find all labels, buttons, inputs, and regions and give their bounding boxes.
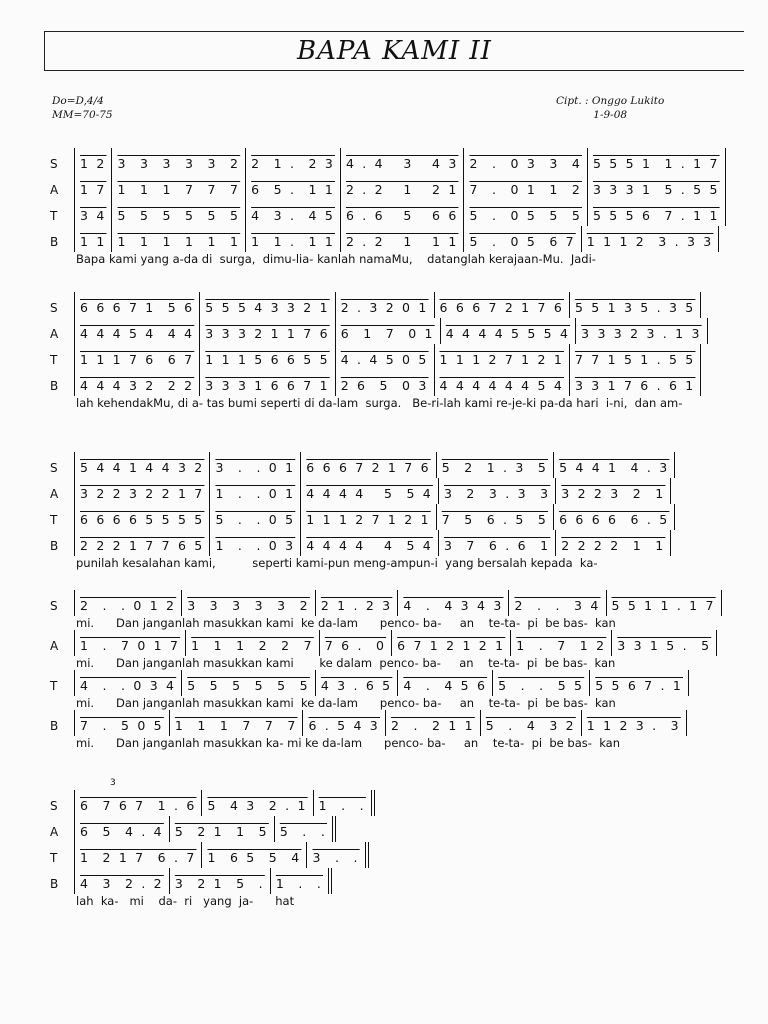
notes: 3 2 1 5 .	[174, 876, 265, 891]
voice-label: B	[50, 877, 59, 891]
measure	[170, 868, 271, 894]
staff-b	[50, 868, 730, 894]
notes: 5 2 1 1 5	[174, 824, 269, 839]
voice-label: S	[50, 301, 58, 315]
measure	[301, 504, 436, 530]
measure	[75, 710, 170, 736]
voice-label: B	[50, 719, 59, 733]
song-title: BAPA KAMI II	[297, 36, 492, 66]
notes: 3 . .	[312, 850, 360, 865]
measure	[341, 200, 465, 226]
staff-b	[50, 530, 730, 556]
measure	[75, 452, 210, 478]
measure	[570, 292, 701, 318]
measure	[301, 478, 439, 504]
notes: 2 6 5 0 3	[340, 378, 429, 393]
notes: 2 . 2 1 1 1	[345, 234, 459, 249]
notes: 6 1 7 0 1	[340, 326, 435, 341]
measure	[398, 670, 493, 696]
measures	[74, 710, 730, 736]
lyric-line: mi. Dan janganlah masukkan kami ke da-lam penco- ba- an te-ta- pi be bas- kan	[76, 696, 616, 710]
notes: 2 . 2 1 2 1	[345, 182, 459, 197]
credits	[556, 94, 664, 122]
notes: 4 4 4 4 5 5 5 4	[445, 326, 571, 341]
notes: 1 1 1 7 6 6 7	[80, 352, 195, 367]
composer-label: Cipt. : Onggo Lukito	[556, 95, 665, 107]
measures	[74, 630, 730, 656]
measure	[439, 530, 556, 556]
measure	[75, 318, 200, 344]
notes: 4 . 4 3 4 3	[403, 598, 504, 613]
notes: 3 3 3 2 1 1 7 6	[205, 326, 330, 341]
notes: 7 5 6 . 5 5	[441, 512, 549, 527]
score-system	[50, 590, 730, 750]
notes: 1 1 1 1 1 1	[117, 234, 241, 249]
measure	[75, 370, 200, 396]
notes: 5 . . 5 5	[498, 678, 585, 693]
notes: 1 . . 0 1	[215, 486, 296, 501]
key-signature	[52, 94, 113, 122]
measure	[246, 200, 341, 226]
measure	[246, 174, 341, 200]
notes: 6 7 1 2 1 2 1	[397, 638, 506, 653]
notes: 3 3 3 1 6 6 7 1	[205, 378, 330, 393]
notes: 5 . 0 5 6 7	[469, 234, 576, 249]
measure	[75, 148, 112, 174]
staff-s	[50, 148, 730, 174]
notes: 1 . . 0 3	[215, 538, 296, 553]
notes: 7 . 0 1 1 2	[469, 182, 582, 197]
notes: 6 6 6 7 2 1 7 6	[306, 460, 431, 475]
notes: 1 1 1 2 2 7	[191, 638, 314, 653]
notes: 2 . 0 3 3 4	[469, 156, 582, 171]
measure	[392, 630, 511, 656]
measures	[74, 670, 730, 696]
notes: 4 4 4 3 2 2 2	[80, 378, 195, 393]
measure	[112, 148, 246, 174]
notes: 1 1 1 2 7 1 2 1	[306, 512, 431, 527]
notes: 4 4 4 5 4 4 4	[80, 326, 195, 341]
voice-label: S	[50, 461, 58, 475]
measure	[75, 790, 202, 816]
measure	[316, 670, 398, 696]
measure	[112, 200, 246, 226]
measure	[320, 630, 392, 656]
staff-t	[50, 344, 730, 370]
lyric-line: Bapa kami yang a-da di surga, dimu-lia- kanlah namaMu, datanglah kerajaan-Mu. Jadi-	[76, 252, 596, 266]
measures	[74, 174, 730, 200]
title-box	[44, 31, 744, 71]
notes: 3 3 3 1 5 . 5 5	[592, 182, 720, 197]
notes: 1 . 7 1 2	[516, 638, 607, 653]
measure	[202, 842, 307, 868]
notes: 2 1 . 2 3	[320, 598, 393, 613]
lyric-line: lah kehendakMu, di a- tas bumi seperti di da-lam surga. Be-ri-lah kami re-je-ki pa-da hari i-ni, dan am-	[76, 396, 683, 410]
notes: 5 5 6 7 . 1	[595, 678, 683, 693]
notes: 5 5 5 6 7 . 1 1	[592, 208, 720, 223]
measure	[336, 344, 435, 370]
notes: 4 . 4 3 4 3	[345, 156, 459, 171]
staff-a	[50, 478, 730, 504]
staff-s	[50, 590, 730, 616]
voice-label: B	[50, 379, 59, 393]
notes: 6 6 6 6 5 5 5 5	[80, 512, 205, 527]
lyric-line: mi. Dan janganlah masukkan ka- mi ke da-lam penco- ba- an te-ta- pi be bas- kan	[76, 736, 620, 750]
measures	[74, 344, 730, 370]
notes: 4 4 4 4 5 5 4	[306, 486, 433, 501]
measure	[75, 344, 200, 370]
measure	[588, 148, 726, 174]
notes: 5 2 1 . 3 5	[441, 460, 549, 475]
measure	[607, 590, 722, 616]
date-label: 1-9-08	[593, 109, 628, 121]
measure	[210, 504, 301, 530]
measure	[210, 452, 301, 478]
notes: 6 6 6 6 6 . 5	[559, 512, 670, 527]
notes: 1 1 1 2 7 1 2 1	[439, 352, 564, 367]
lyric-line: mi. Dan janganlah masukkan kami ke dalam penco- ba- an te-ta- pi be bas- kan	[76, 656, 616, 670]
notes: 4 3 . 6 5	[320, 678, 393, 693]
measure	[303, 710, 385, 736]
measure	[341, 148, 465, 174]
measures	[74, 370, 730, 396]
measure	[341, 174, 465, 200]
measure	[437, 504, 554, 530]
score-system	[50, 452, 730, 570]
measure	[556, 478, 671, 504]
notes: 3 3 1 5 . 5	[617, 638, 712, 653]
measure	[75, 226, 112, 252]
voice-label: A	[50, 825, 59, 839]
measure	[301, 530, 439, 556]
measures	[74, 226, 730, 252]
measures	[74, 790, 730, 816]
notes: 6 5 . 1 1	[251, 182, 335, 197]
measure	[112, 226, 246, 252]
notes: 5 4 4 1 4 4 3 2	[80, 460, 205, 475]
notes: 4 3 . 4 5	[251, 208, 335, 223]
notes: 7 . 5 0 5	[80, 718, 164, 733]
measure	[386, 710, 481, 736]
measure	[554, 452, 675, 478]
measure	[336, 370, 435, 396]
notes: 5 . . 0 5	[215, 512, 296, 527]
measure	[576, 318, 707, 344]
voice-label: S	[50, 157, 58, 171]
staff-a	[50, 816, 730, 842]
notes: 3 4	[80, 208, 107, 223]
notes: 1 1	[80, 234, 107, 249]
notes: 1 2 1 7 6 . 7	[80, 850, 197, 865]
measure	[336, 318, 441, 344]
notes: 7 6 . 0	[324, 638, 387, 653]
measure	[556, 530, 671, 556]
measure	[464, 226, 581, 252]
measure	[570, 370, 701, 396]
notes: 2 2 2 1 7 7 6 5	[80, 538, 205, 553]
lyric-line: lah ka- mi da- ri yang ja- hat	[76, 894, 295, 908]
measures	[74, 148, 730, 174]
measures	[74, 816, 730, 842]
notes: 6 7 6 7 1 . 6	[80, 798, 197, 813]
voice-label: B	[50, 539, 59, 553]
notes: 4 . 4 5 0 5	[340, 352, 429, 367]
notes: 2 . . 0 1 2	[80, 598, 177, 613]
measure	[75, 670, 182, 696]
voice-label: T	[50, 513, 58, 527]
measures	[74, 478, 730, 504]
measure	[435, 344, 570, 370]
staff-a	[50, 174, 730, 200]
notes: 1 . .	[275, 876, 324, 891]
notes: 2 . . 3 4	[514, 598, 601, 613]
staff-t	[50, 670, 730, 696]
measure	[511, 630, 612, 656]
notes: 4 . 4 5 6	[403, 678, 488, 693]
notes: 6 5 4 . 4	[80, 824, 164, 839]
notes: 6 . 5 4 3	[308, 718, 380, 733]
notes: 1 6 5 5 4	[207, 850, 302, 865]
staff-b	[50, 226, 730, 252]
lyric-line: punilah kesalahan kami, seperti kami-pun meng-ampun-i yang bersalah kepada ka-	[76, 556, 598, 570]
measures	[74, 318, 730, 344]
measure	[75, 292, 200, 318]
measure	[316, 590, 398, 616]
measure	[307, 842, 368, 868]
measure	[509, 590, 606, 616]
notes: 4 3 2 . 2	[80, 876, 164, 891]
measure	[590, 670, 689, 696]
measure	[336, 292, 435, 318]
voice-label: A	[50, 639, 59, 653]
measure	[246, 226, 341, 252]
notes: 4 4 4 4 4 4 5 4	[439, 378, 564, 393]
voice-label: T	[50, 209, 58, 223]
measure	[200, 318, 335, 344]
measure	[246, 148, 341, 174]
notes: 5 . 0 5 5 5	[469, 208, 582, 223]
measure	[75, 590, 182, 616]
measure	[202, 790, 313, 816]
score-system	[50, 148, 730, 266]
notes: 2 2 2 2 1 1	[561, 538, 666, 553]
staff-b	[50, 370, 730, 396]
measure	[75, 842, 202, 868]
key-label: Do=D,4/4	[52, 95, 104, 107]
measure	[200, 292, 335, 318]
measure	[170, 816, 275, 842]
measure	[464, 174, 588, 200]
notes: 5 5 5 1 1 . 1 7	[592, 156, 720, 171]
notes: 3 3 3 2 3 . 1 3	[581, 326, 702, 341]
measure	[75, 504, 210, 530]
measure	[582, 226, 720, 252]
measure	[341, 226, 465, 252]
notes: 1 1 1 5 6 6 5 5	[205, 352, 330, 367]
staff-b	[50, 710, 730, 736]
measure	[186, 630, 320, 656]
measure	[493, 670, 590, 696]
notes: 3 2 2 3 2 2 1 7	[80, 486, 205, 501]
notes: 1 1 1 7 7 7	[174, 718, 298, 733]
measure	[439, 478, 556, 504]
notes: 3 2 3 . 3 3	[443, 486, 551, 501]
score-system	[50, 292, 730, 410]
measure	[210, 478, 301, 504]
notes: 5 5 1 3 5 . 3 5	[574, 300, 696, 315]
voice-label: T	[50, 851, 58, 865]
notes: 1 2	[80, 156, 107, 171]
notes: 7 7 1 5 1 . 5 5	[574, 352, 696, 367]
measure	[210, 530, 301, 556]
voice-label: A	[50, 183, 59, 197]
staff-s	[50, 292, 730, 318]
measures	[74, 590, 730, 616]
tempo-label: MM=70-75	[52, 109, 113, 121]
notes: 3 3 3 3 3 2	[117, 156, 241, 171]
measures	[74, 452, 730, 478]
measure	[75, 530, 210, 556]
measures	[74, 200, 730, 226]
notes: 5 5 5 5 5 5	[117, 208, 241, 223]
measures	[74, 842, 730, 868]
staff-t	[50, 842, 730, 868]
measure	[435, 370, 570, 396]
measure	[112, 174, 246, 200]
voice-label: T	[50, 679, 58, 693]
notes: 5 4 3 2 . 1	[207, 798, 308, 813]
measure	[200, 370, 335, 396]
measure	[481, 710, 582, 736]
notes: 2 1 . 2 3	[251, 156, 335, 171]
notes: 5 5 1 1 . 1 7	[611, 598, 716, 613]
notes: 3 3 3 3 3 2	[187, 598, 310, 613]
voice-label: T	[50, 353, 58, 367]
measure	[464, 200, 588, 226]
staff-t	[50, 200, 730, 226]
notes: 1 . 7 0 1 7	[80, 638, 181, 653]
measure	[200, 344, 335, 370]
triplet-mark: 3	[110, 778, 116, 788]
notes: 3 3 1 7 6 . 6 1	[574, 378, 696, 393]
measures	[74, 530, 730, 556]
measure	[75, 868, 170, 894]
measures	[74, 868, 730, 894]
measure	[75, 478, 210, 504]
measure	[314, 790, 375, 816]
measure	[437, 452, 554, 478]
notes: 3 2 2 3 2 1	[561, 486, 666, 501]
voice-label: B	[50, 235, 59, 249]
measure	[582, 710, 687, 736]
notes: 1 1 2 3 . 3	[586, 718, 681, 733]
staff-a	[50, 318, 730, 344]
staff-a	[50, 630, 730, 656]
notes: 1 7	[80, 182, 107, 197]
measures	[74, 292, 730, 318]
notes: 2 . 3 2 0 1	[340, 300, 429, 315]
voice-label: S	[50, 599, 58, 613]
measure	[612, 630, 717, 656]
notes: 1 1 . 1 1	[251, 234, 335, 249]
staff-t	[50, 504, 730, 530]
measure	[588, 200, 726, 226]
measure	[398, 590, 509, 616]
lyric-line: mi. Dan janganlah masukkan kami ke da-lam penco- ba- an te-ta- pi be bas- kan	[76, 616, 616, 630]
notes: 5 5 5 4 3 3 2 1	[205, 300, 330, 315]
notes: 1 1 1 2 3 . 3 3	[586, 234, 714, 249]
voice-label: A	[50, 487, 59, 501]
notes: 3 7 6 . 6 1	[443, 538, 551, 553]
measure	[75, 816, 170, 842]
measure	[182, 590, 316, 616]
measure	[554, 504, 675, 530]
measure	[301, 452, 436, 478]
notes: 1 1 1 7 7 7	[117, 182, 241, 197]
notes: 4 . . 0 3 4	[80, 678, 177, 693]
notes: 1 . .	[318, 798, 366, 813]
notes: 2 . 2 1 1	[390, 718, 475, 733]
measure	[75, 200, 112, 226]
measure	[75, 630, 186, 656]
measure	[271, 868, 332, 894]
measure	[570, 344, 701, 370]
notes: 6 . 6 5 6 6	[345, 208, 459, 223]
measure	[464, 148, 588, 174]
measure	[170, 710, 304, 736]
measure	[441, 318, 576, 344]
measure	[588, 174, 726, 200]
notes: 5 . 4 3 2	[485, 718, 576, 733]
notes: 5 4 4 1 4 . 3	[559, 460, 670, 475]
measure	[75, 174, 112, 200]
measure	[275, 816, 336, 842]
notes: 4 4 4 4 4 5 4	[306, 538, 433, 553]
staff-s	[50, 790, 730, 816]
notes: 6 6 6 7 2 1 7 6	[439, 300, 564, 315]
voice-label: S	[50, 799, 58, 813]
notes: 5 5 5 5 5 5	[187, 678, 310, 693]
measure	[435, 292, 570, 318]
notes: 3 . . 0 1	[215, 460, 296, 475]
notes: 6 6 6 7 1 5 6	[80, 300, 195, 315]
staff-s	[50, 452, 730, 478]
notes: 5 . .	[279, 824, 328, 839]
voice-label: A	[50, 327, 59, 341]
measures	[74, 504, 730, 530]
score-system	[50, 778, 730, 908]
measure	[182, 670, 316, 696]
